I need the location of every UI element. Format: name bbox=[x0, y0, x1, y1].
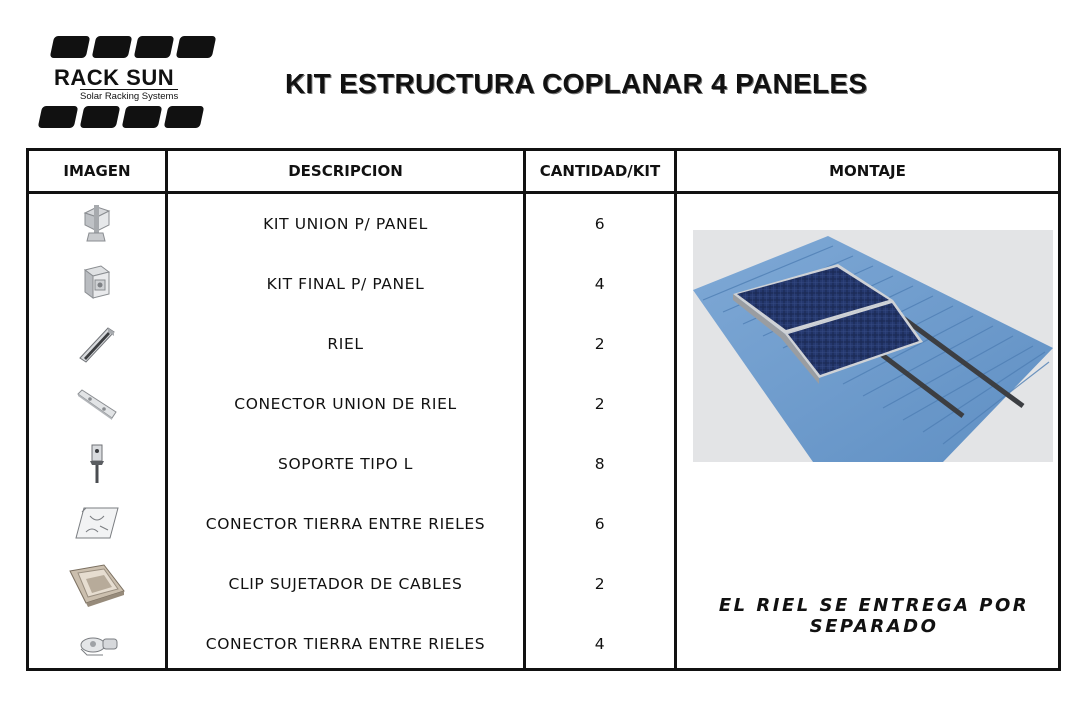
page-title: KIT ESTRUCTURA COPLANAR 4 PANELES bbox=[285, 68, 868, 99]
logo-tagline: Solar Racking Systems bbox=[80, 91, 179, 102]
description-cell: SOPORTE TIPO L bbox=[278, 455, 413, 473]
description-cell: KIT FINAL P/ PANEL bbox=[266, 275, 425, 293]
quantity-cell: 6 bbox=[594, 215, 606, 233]
quantity-cell: 2 bbox=[594, 395, 606, 413]
header-cantidad: CANTIDAD/KIT bbox=[539, 162, 661, 180]
description-cell: CLIP SUJETADOR DE CABLES bbox=[228, 575, 463, 593]
l-bracket-icon bbox=[29, 434, 165, 494]
mid-clamp-icon bbox=[29, 194, 165, 254]
description-cell: CONECTOR TIERRA ENTRE RIELES bbox=[205, 635, 486, 653]
solar-panels-on-metal-roof-image bbox=[693, 230, 1053, 462]
grounding-plate-icon bbox=[29, 494, 165, 554]
header-imagen: IMAGEN bbox=[63, 162, 131, 180]
description-cell: KIT UNION P/ PANEL bbox=[263, 215, 428, 233]
rail-icon bbox=[29, 314, 165, 374]
description-cell: RIEL bbox=[327, 335, 364, 353]
header-descripcion: DESCRIPCION bbox=[288, 162, 403, 180]
quantity-cell: 6 bbox=[594, 515, 606, 533]
rail-splice-icon bbox=[29, 374, 165, 434]
header-montaje: MONTAJE bbox=[829, 162, 906, 180]
rail-shipped-separately-note: EL RIEL SE ENTREGA POR SEPARADO bbox=[718, 595, 1030, 637]
description-cell: CONECTOR UNION DE RIEL bbox=[234, 395, 457, 413]
kit-components-table bbox=[26, 148, 1061, 671]
quantity-cell: 2 bbox=[594, 335, 606, 353]
end-clamp-icon bbox=[29, 254, 165, 314]
quantity-cell: 4 bbox=[594, 635, 606, 653]
cable-clip-icon bbox=[29, 554, 165, 614]
rack-sun-logo bbox=[34, 34, 202, 130]
logo-brand: RACK SUN bbox=[54, 65, 175, 90]
description-cell: CONECTOR TIERRA ENTRE RIELES bbox=[205, 515, 486, 533]
quantity-cell: 4 bbox=[594, 275, 606, 293]
quantity-cell: 2 bbox=[594, 575, 606, 593]
quantity-cell: 8 bbox=[594, 455, 606, 473]
grounding-lug-icon bbox=[29, 614, 165, 674]
